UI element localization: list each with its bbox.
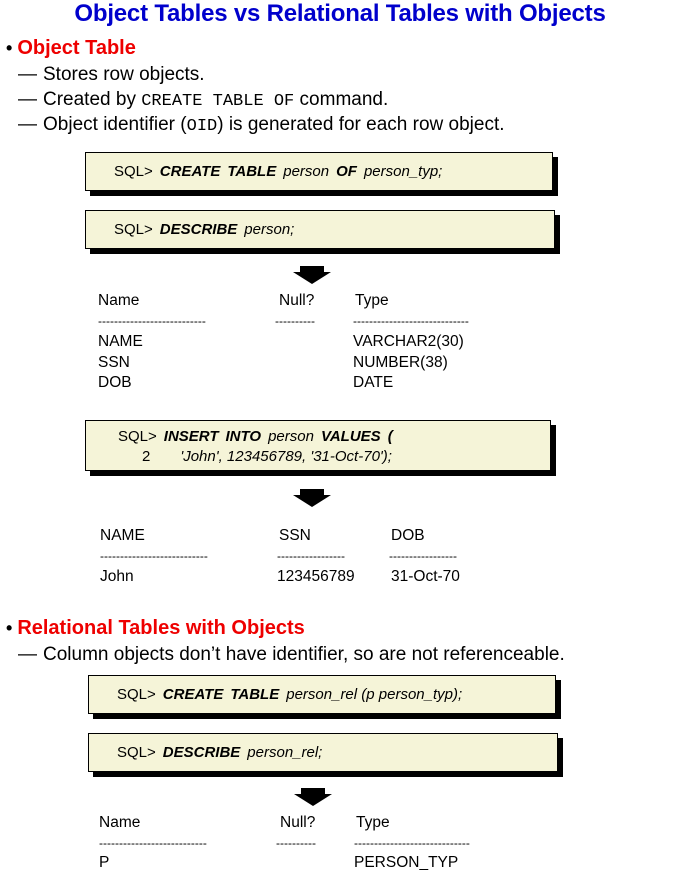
sql-command-box	[88, 733, 558, 772]
table-cell: NAME	[98, 333, 143, 350]
list-item-text: Object identifier (	[43, 114, 187, 135]
page-title: Object Tables vs Relational Tables with Objects	[74, 0, 606, 27]
table-header: Name	[98, 292, 140, 309]
sql-line	[117, 744, 322, 761]
sql-line	[118, 428, 393, 445]
list-item-text: ) is generated for each row object.	[217, 114, 505, 135]
list-item: — Column objects don’t have identifier, so are not referenceable.	[18, 644, 565, 665]
arrow-down-icon	[293, 266, 331, 284]
table-divider: ---------------------------	[98, 314, 206, 328]
sql-keyword: CREATE	[159, 163, 221, 180]
code-text: OID	[186, 117, 218, 136]
sql-punctuation: (	[387, 428, 393, 445]
sql-keyword: CREATE	[162, 686, 224, 703]
sql-identifier: person	[268, 428, 314, 445]
sql-prompt: SQL>	[114, 221, 153, 238]
sql-prompt: SQL>	[114, 163, 153, 180]
table-header: Type	[356, 814, 390, 831]
sql-prompt: SQL>	[117, 744, 156, 761]
list-item-text: command.	[294, 89, 389, 110]
table-divider: -----------------	[389, 549, 457, 563]
list-item-text: Stores row objects.	[43, 64, 205, 85]
arrow-down-icon	[293, 489, 331, 507]
sql-identifier: person;	[244, 221, 295, 238]
table-divider: ----------	[276, 836, 316, 850]
table-header: DOB	[391, 527, 425, 544]
sql-prompt: SQL>	[118, 428, 157, 445]
table-header: Name	[99, 814, 141, 831]
sql-identifier: person_rel;	[247, 744, 323, 761]
sql-keyword: INSERT	[163, 428, 219, 445]
table-divider: -----------------------------	[353, 314, 469, 328]
table-divider: -----------------------------	[354, 836, 470, 850]
section-heading-text: Object Table	[17, 37, 136, 59]
sql-keyword: TABLE	[230, 686, 280, 703]
sql-line	[114, 163, 442, 180]
sql-identifier: person_rel (p person_typ);	[286, 686, 463, 703]
table-header: NAME	[100, 527, 145, 544]
list-item-text: Column objects don’t have identifier, so are not referenceable.	[43, 644, 565, 665]
sql-line	[117, 686, 462, 703]
table-cell: 123456789	[277, 568, 355, 585]
sql-keyword: DESCRIBE	[162, 744, 241, 761]
table-divider: ---------------------------	[99, 836, 207, 850]
sql-keyword: DESCRIBE	[159, 221, 238, 238]
arrow-down-icon	[294, 788, 332, 806]
table-header: SSN	[279, 527, 311, 544]
table-divider: ----------	[275, 314, 315, 328]
table-cell: PERSON_TYP	[354, 854, 459, 871]
sql-keyword: INTO	[225, 428, 262, 445]
sql-command-box	[88, 675, 556, 714]
table-cell: NUMBER(38)	[353, 354, 448, 371]
sql-line	[114, 221, 294, 238]
sql-keyword: OF	[336, 163, 357, 180]
sql-identifier: person_typ;	[363, 163, 443, 180]
sql-command-box	[85, 210, 555, 249]
table-header: Null?	[279, 292, 315, 309]
section-heading-relational-tables	[6, 617, 305, 640]
sql-command-box	[85, 420, 551, 471]
sql-identifier: person	[283, 163, 330, 180]
bullet-dot: •	[6, 38, 13, 58]
list-item: — Created by CREATE TABLE OF command.	[18, 89, 389, 111]
sql-keyword: TABLE	[227, 163, 277, 180]
table-cell: John	[100, 568, 134, 585]
sql-line-number: 2	[142, 448, 151, 465]
sql-line	[142, 448, 392, 465]
table-divider: ---------------------------	[100, 549, 208, 563]
bullet-dot: •	[6, 618, 13, 638]
sql-prompt: SQL>	[117, 686, 156, 703]
sql-values: 'John', 123456789, '31-Oct-70');	[180, 448, 392, 465]
table-cell: P	[99, 854, 110, 871]
table-header: Null?	[280, 814, 316, 831]
table-cell: VARCHAR2(30)	[353, 333, 464, 350]
table-cell: SSN	[98, 354, 130, 371]
table-divider: -----------------	[277, 549, 345, 563]
list-item: — Stores row objects.	[18, 64, 205, 85]
table-cell: DATE	[353, 374, 394, 391]
table-cell: DOB	[98, 374, 132, 391]
table-cell: 31-Oct-70	[391, 568, 460, 585]
sql-command-box	[85, 152, 553, 191]
section-heading-text: Relational Tables with Objects	[17, 617, 305, 639]
table-header: Type	[355, 292, 389, 309]
list-item: — Object identifier (OID) is generated for each row object.	[18, 114, 505, 136]
sql-keyword: VALUES	[320, 428, 381, 445]
section-heading-object-table	[6, 37, 136, 60]
code-text: CREATE TABLE OF	[141, 92, 295, 111]
list-item-text: Created by	[43, 89, 142, 110]
